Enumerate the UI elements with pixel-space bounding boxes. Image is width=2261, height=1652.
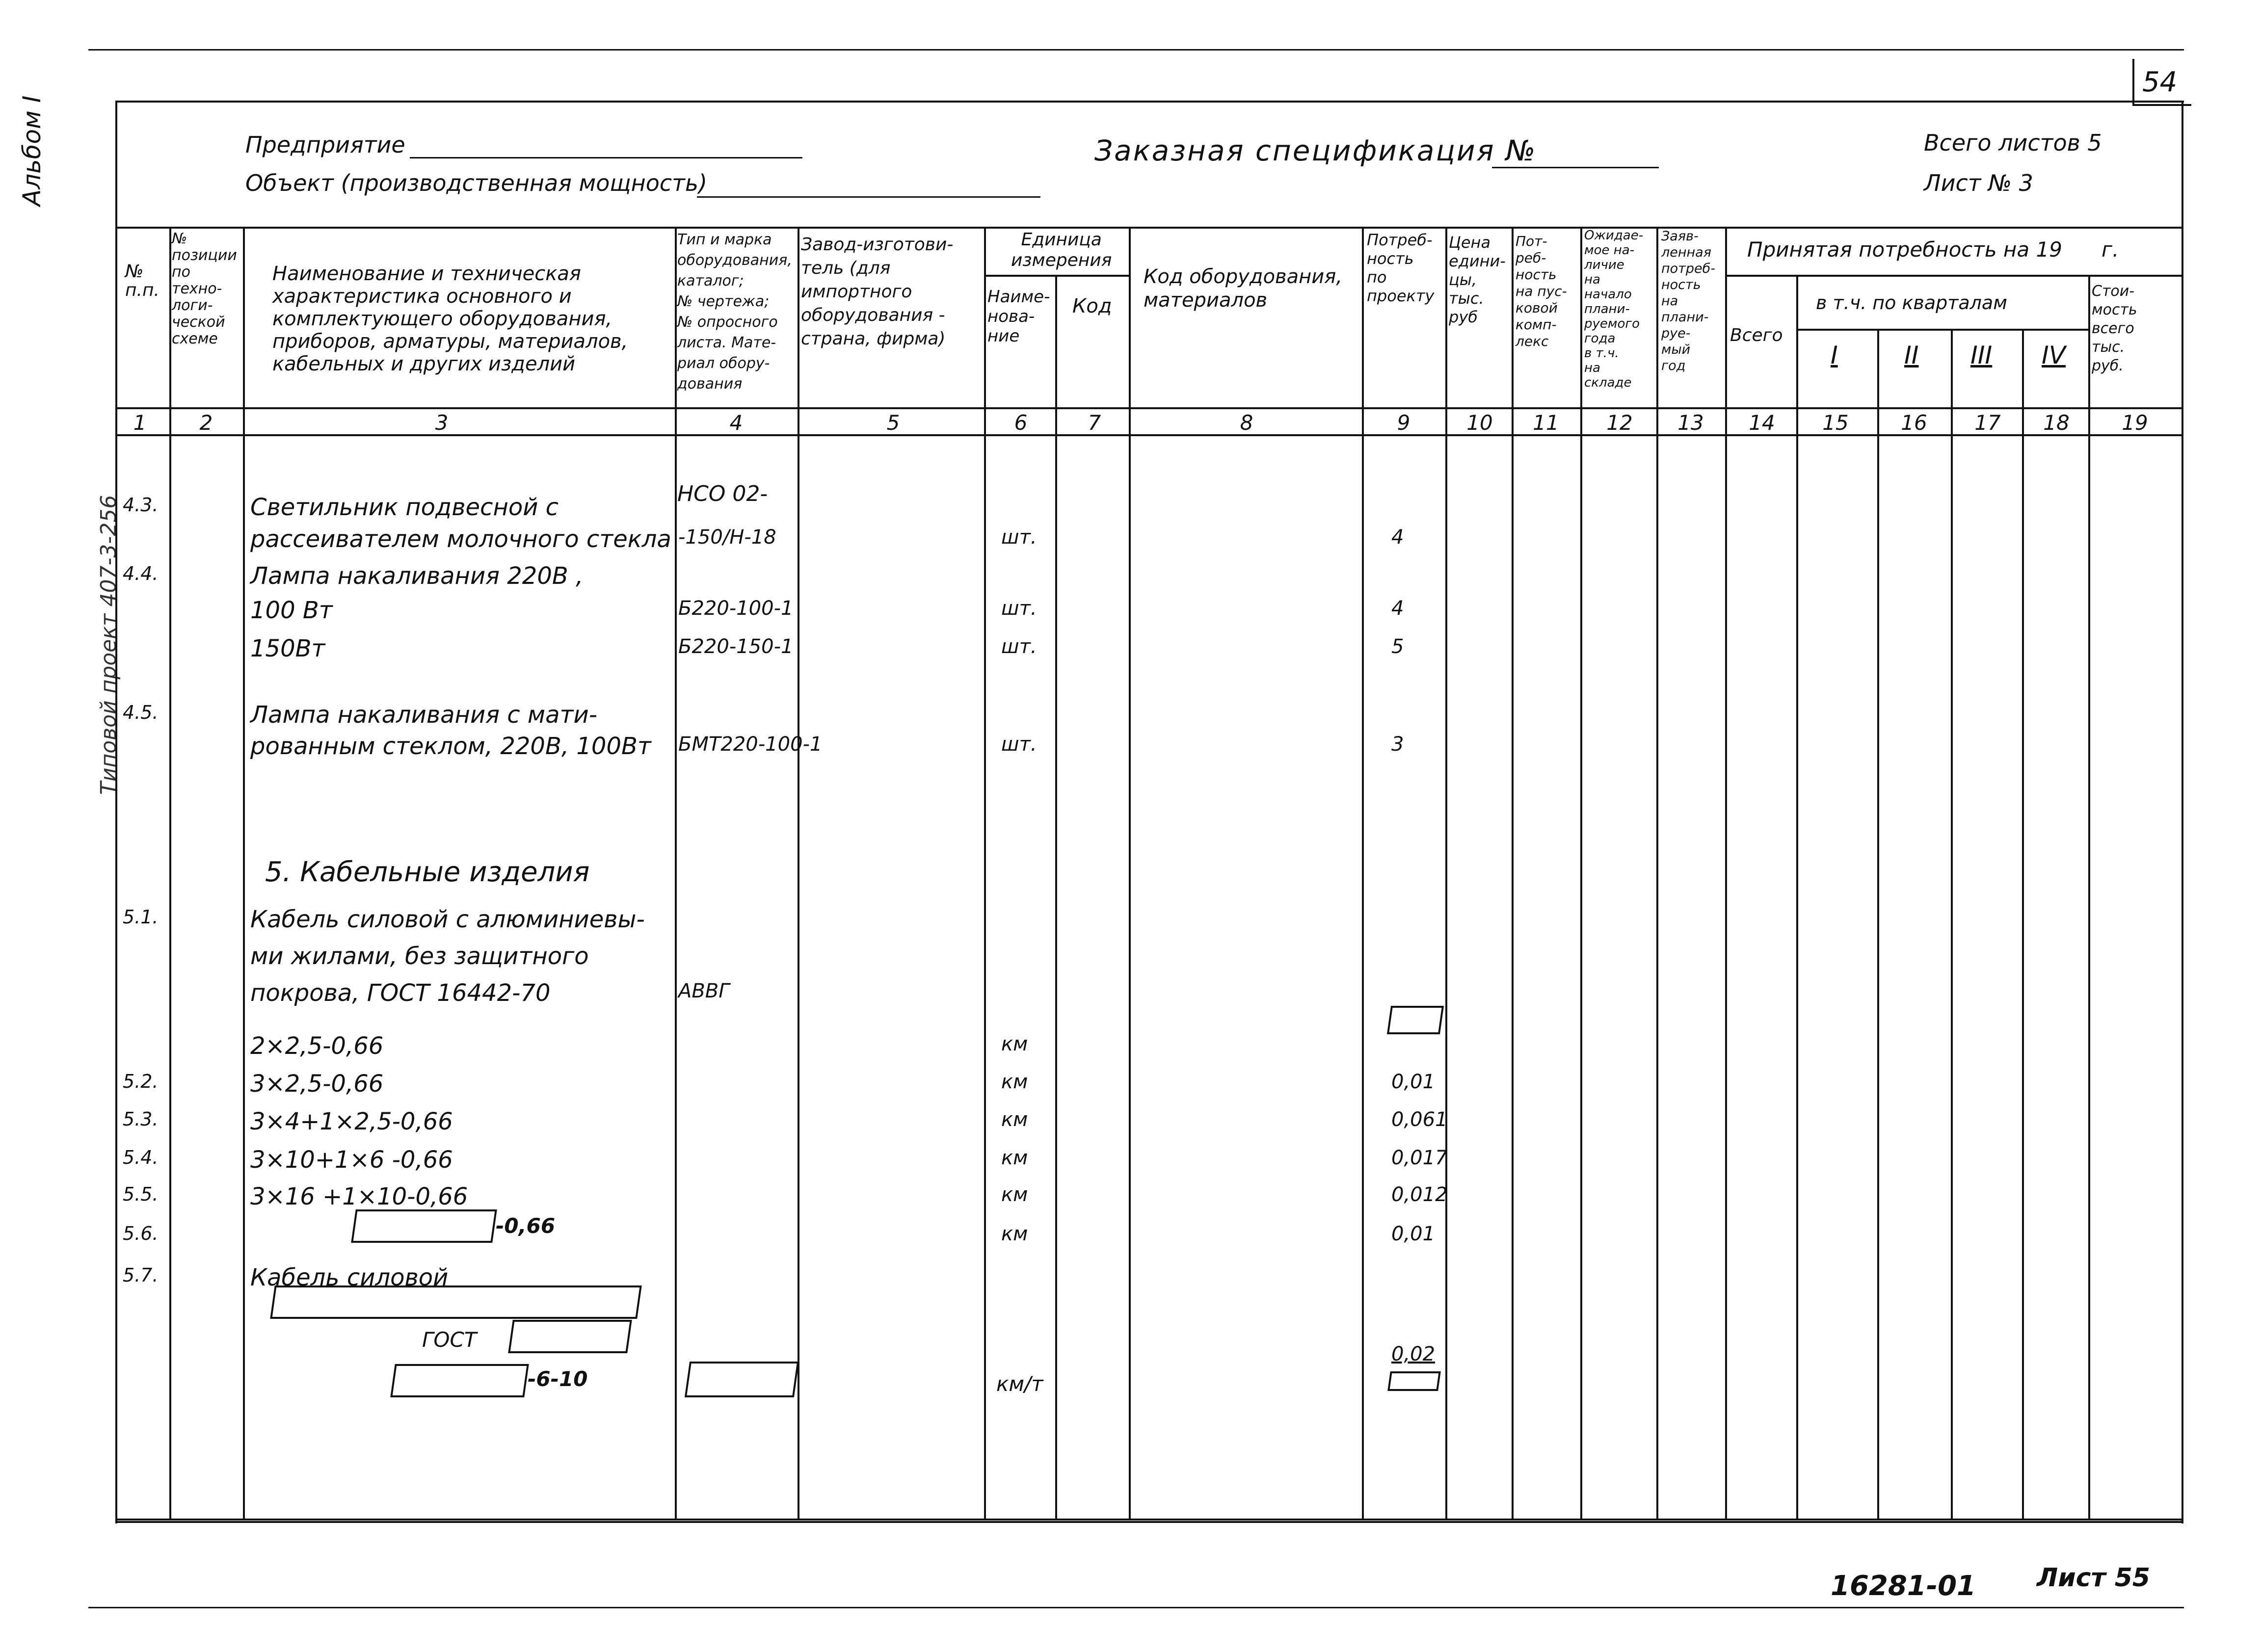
row-qty: 0,061 (1391, 1108, 1448, 1131)
col-line-1 (169, 227, 171, 1520)
unit-km-t: км/т (996, 1372, 1043, 1396)
blank-type-box (685, 1362, 799, 1397)
col-line-17 (2022, 329, 2024, 1520)
row-type: БМТ220-100-1 (678, 733, 823, 756)
col-header-12: Ожидае- мое на- личие на начало плани- руемого года в т.ч. на складе (1584, 228, 1644, 390)
col-header-1: № п.п. (125, 262, 160, 300)
row-qty: 0,012 (1391, 1183, 1448, 1206)
col-line-8 (1362, 227, 1364, 1520)
row-name: 2×2,5-0,66 (250, 1032, 384, 1060)
quarter-4: IV (2042, 341, 2066, 369)
cable-066-suffix: -0,66 (496, 1214, 556, 1238)
row-number: 4.3. (123, 494, 159, 516)
accepted-need-header: Принятая потребность на 19 г. (1747, 237, 2119, 262)
row-unit: км (1001, 1071, 1028, 1093)
page-number: 54 (2142, 66, 2178, 98)
type-nso02: НСО 02- (677, 481, 768, 506)
col-line-11 (1580, 227, 1582, 1520)
row-name: ми жилами, без защитного (250, 943, 589, 970)
col-header-2: № позиции по техно- логи- ческой схеме (172, 230, 237, 347)
row-name: 150Вт (250, 635, 325, 662)
row-name: Лампа накаливания с мати- (250, 701, 598, 729)
row-name: 3×10+1×6 -0,66 (250, 1146, 453, 1174)
cable-6-10-suffix: -6-10 (528, 1367, 588, 1391)
spec-title: Заказная спецификация № (1094, 134, 1537, 167)
total-sheets: Всего листов 5 (1924, 130, 2102, 156)
row-qty: 0,017 (1391, 1147, 1448, 1169)
frame-bottom (115, 1521, 2183, 1523)
gost-label: ГОСТ (422, 1328, 477, 1352)
row-qty: 5 (1391, 635, 1404, 658)
col-line-2 (243, 227, 245, 1520)
table-top (115, 227, 2181, 229)
row-name: покрова, ГОСТ 16442-70 (250, 979, 551, 1007)
row-name: 100 Вт (250, 597, 333, 624)
blank-qty-box-1 (1387, 1006, 1444, 1034)
quarters-subheader-line (1796, 329, 2088, 331)
row-name: рованным стеклом, 220В, 100Вт (250, 733, 651, 760)
row-number: 5.6. (123, 1223, 159, 1244)
col-line-15 (1877, 329, 1879, 1520)
col-number-15: 15 (1822, 411, 1849, 435)
enterprise-line (410, 157, 802, 158)
col-number-2: 2 (199, 411, 213, 435)
side-note-album: Альбом I (18, 95, 46, 206)
row-qty: 0,01 (1391, 1223, 1436, 1245)
document-code: 16281-01 (1831, 1570, 1976, 1602)
row-name: 3×2,5-0,66 (250, 1070, 384, 1098)
row-name: 3×4+1×2,5-0,66 (250, 1108, 453, 1135)
col-number-19: 19 (2122, 411, 2148, 435)
row-unit: шт. (1001, 597, 1037, 620)
col-number-6: 6 (1014, 411, 1028, 435)
col-header-13: Заяв- ленная потреб- ность на плани- руе- мый год (1661, 229, 1716, 373)
accepted-subheader-line (1725, 275, 2181, 277)
col-number-10: 10 (1466, 411, 1493, 435)
col-line-13 (1725, 227, 1727, 1520)
row-type: АВВГ (678, 980, 730, 1002)
col-header-4: Тип и марка оборудования, каталог; № чертежа; № опросного листа. Мате- риал обору- дования (677, 231, 792, 393)
row-type: -150/Н-18 (678, 526, 776, 549)
page-number-box-left (2132, 59, 2134, 105)
object-label: Объект (производственная мощность) (245, 170, 708, 196)
col-line-3 (675, 227, 677, 1520)
col-number-8: 8 (1240, 411, 1253, 435)
row-qty: 3 (1391, 733, 1404, 756)
row-type: Б220-100-1 (678, 597, 794, 620)
row-number: 5.1. (123, 906, 159, 928)
col-number-7: 7 (1088, 411, 1101, 435)
row-unit: шт. (1001, 733, 1037, 756)
qty-002: 0,02 (1391, 1343, 1436, 1365)
col-number-16: 16 (1901, 411, 1927, 435)
frame-left (115, 101, 117, 1523)
row-name: рассеивателем молочного стекла (250, 525, 671, 553)
row-unit: км (1001, 1033, 1028, 1055)
col-number-3: 3 (435, 411, 449, 435)
row-unit: км (1001, 1223, 1028, 1245)
row-qty: 4 (1391, 526, 1404, 549)
row-qty: 4 (1391, 597, 1404, 620)
row-unit: км (1001, 1147, 1028, 1169)
col-number-13: 13 (1677, 411, 1704, 435)
row-name: 3×16 +1×10-0,66 (250, 1183, 468, 1210)
col-header-8: Код оборудования, материалов (1144, 265, 1343, 312)
header-bottom (115, 407, 2181, 409)
col-number-11: 11 (1533, 411, 1559, 435)
quarter-1: I (1831, 341, 1838, 369)
row-number: 4.4. (123, 563, 159, 584)
col-line-14 (1796, 275, 1798, 1520)
col-header-6: Наиме- нова- ние (987, 287, 1050, 346)
blank-cable-size-box (351, 1209, 497, 1243)
col-number-4: 4 (729, 411, 743, 435)
col-line-18 (2088, 275, 2090, 1520)
table-bottom (115, 1519, 2181, 1521)
row-name: Кабель силовой (250, 1264, 449, 1291)
quarter-2: II (1904, 341, 1919, 369)
col-header-5: Завод-изготови- тель (для импортного оборудования - страна, фирма) (801, 235, 954, 349)
row-number: 5.3. (123, 1108, 159, 1130)
blank-cable-type-box (270, 1285, 642, 1319)
row-unit: км (1001, 1108, 1028, 1131)
col-line-7 (1129, 227, 1131, 1520)
col-header-10: Цена едини- цы, тыс. руб (1449, 233, 1506, 326)
row-number: 5.4. (123, 1147, 159, 1168)
col-line-6 (1055, 275, 1057, 1520)
row-name: Светильник подвесной с (250, 494, 559, 521)
row-type: Б220-150-1 (678, 635, 794, 658)
unit-subheader-line (984, 275, 1129, 277)
col-number-14: 14 (1749, 411, 1775, 435)
col-header-11: Пот- реб- ность на пус- ковой комп- лекс (1516, 233, 1567, 349)
spec-number-line (1492, 167, 1659, 168)
row-number: 5.2. (123, 1071, 159, 1092)
col-line-16 (1951, 329, 1953, 1520)
col-number-17: 17 (1974, 411, 2001, 435)
col-line-5 (984, 227, 986, 1520)
col-header-3: Наименование и техническая характеристика основного и комплектующего оборудования, приборов, арматуры, материалов, кабельных и других изделий (272, 262, 628, 375)
col-number-5: 5 (886, 411, 900, 435)
quarters-header: в т.ч. по кварталам (1816, 292, 2007, 314)
frame-top (115, 101, 2184, 103)
col-line-12 (1656, 227, 1658, 1520)
col-number-1: 1 (133, 411, 147, 435)
col-header-7: Код (1072, 295, 1112, 317)
row-unit: км (1001, 1183, 1028, 1206)
col-line-9 (1445, 227, 1447, 1520)
col-header-unit: Единица измерения (1011, 230, 1112, 270)
col-line-10 (1512, 227, 1514, 1520)
blank-qty-box-2 (1387, 1371, 1441, 1391)
sheet-number: Лист № 3 (1924, 170, 2033, 196)
row-name: Лампа накаливания 220В , (250, 562, 584, 590)
col-header-14: Всего (1730, 325, 1783, 345)
top-rule (88, 49, 2184, 51)
col-number-18: 18 (2043, 411, 2070, 435)
row-unit: шт. (1001, 526, 1037, 549)
row-number: 5.7. (123, 1264, 159, 1286)
row-unit: шт. (1001, 635, 1037, 658)
row-name: 5. Кабельные изделия (265, 856, 590, 888)
col-number-12: 12 (1606, 411, 1633, 435)
side-note-project: Типовой проект 407-3-256 (96, 495, 121, 795)
quarter-3: III (1970, 341, 1993, 369)
blank-gost-box (508, 1320, 632, 1353)
row-name: Кабель силовой с алюминиевы- (250, 906, 645, 933)
object-line (697, 196, 1040, 198)
col-header-19: Стои- мость всего тыс. руб. (2092, 283, 2137, 374)
col-line-4 (798, 227, 799, 1520)
footer-sheet: Лист 55 (2037, 1563, 2151, 1593)
frame-right (2181, 101, 2183, 1523)
row-number: 4.5. (123, 702, 159, 723)
col-number-9: 9 (1397, 411, 1410, 435)
col-header-9: Потреб- ность по проекту (1367, 231, 1435, 305)
row-number: 5.5. (123, 1183, 159, 1205)
blank-cable-size-box-2 (390, 1364, 529, 1397)
enterprise-label: Предприятие (245, 131, 405, 158)
bottom-rule (88, 1607, 2184, 1608)
row-qty: 0,01 (1391, 1071, 1436, 1093)
